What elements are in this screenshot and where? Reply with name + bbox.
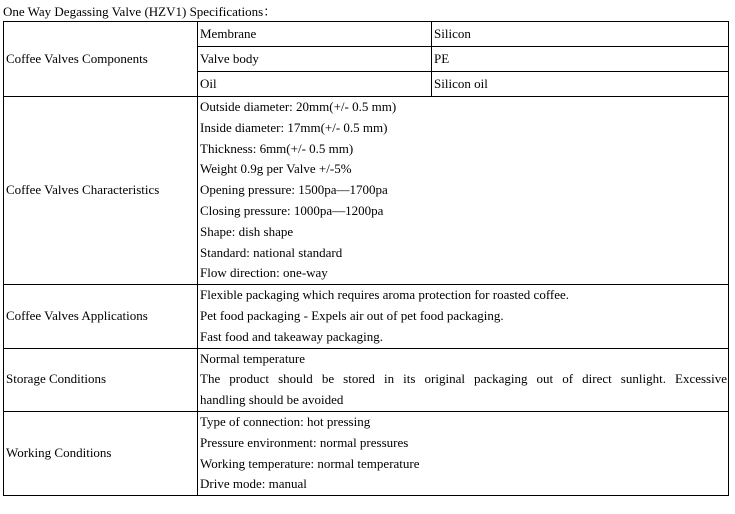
component-material: Silicon <box>432 22 729 47</box>
table-row <box>4 411 729 495</box>
characteristic-line: Flow direction: one-way <box>200 265 328 281</box>
table-row <box>4 285 729 348</box>
working-label: Working Conditions <box>4 411 198 495</box>
working-line: Drive mode: manual <box>200 476 307 492</box>
characteristic-line: Closing pressure: 1000pa—1200pa <box>200 202 384 218</box>
component-part: Membrane <box>198 22 432 47</box>
working-line: Type of connection: hot pressing <box>200 413 371 429</box>
component-part: Oil <box>198 72 432 97</box>
characteristic-line: Standard: national standard <box>200 244 343 260</box>
characteristic-line: Opening pressure: 1500pa—1700pa <box>200 182 388 198</box>
applications-cell <box>198 285 729 348</box>
characteristic-line: Inside diameter: 17mm(+/- 0.5 mm) <box>200 119 388 135</box>
characteristics-cell <box>198 97 729 285</box>
table-row <box>4 22 729 47</box>
application-line: Pet food packaging - Expels air out of pet food packaging. <box>200 307 504 323</box>
working-line: Working temperature: normal temperature <box>200 455 420 471</box>
components-label: Coffee Valves Components <box>4 22 198 97</box>
applications-label: Coffee Valves Applications <box>4 285 198 348</box>
specifications-table <box>3 21 729 496</box>
characteristic-line: Thickness: 6mm(+/- 0.5 mm) <box>200 140 354 156</box>
application-line: Fast food and takeaway packaging. <box>200 328 384 344</box>
storage-line: handling should be avoided <box>200 392 344 408</box>
component-part: Valve body <box>198 47 432 72</box>
characteristic-line: Shape: dish shape <box>200 223 294 239</box>
table-row <box>4 97 729 285</box>
application-line: Flexible packaging which requires aroma protection for roasted coffee. <box>200 287 570 303</box>
page-title: One Way Degassing Valve (HZV1) Specifications： <box>3 4 277 19</box>
component-material: PE <box>432 47 729 72</box>
table-row <box>4 348 729 411</box>
characteristics-label: Coffee Valves Characteristics <box>4 97 198 285</box>
characteristic-line: Weight 0.9g per Valve +/-5% <box>200 161 352 177</box>
storage-line: Normal temperature <box>200 350 306 366</box>
working-line: Pressure environment: normal pressures <box>200 434 409 450</box>
storage-line: The product should be stored in its original packaging out of direct sunlight. Excessive <box>200 371 727 387</box>
working-cell <box>198 411 729 495</box>
storage-label: Storage Conditions <box>4 348 198 411</box>
characteristic-line: Outside diameter: 20mm(+/- 0.5 mm) <box>200 99 397 114</box>
component-material: Silicon oil <box>432 72 729 97</box>
storage-cell <box>198 348 729 411</box>
